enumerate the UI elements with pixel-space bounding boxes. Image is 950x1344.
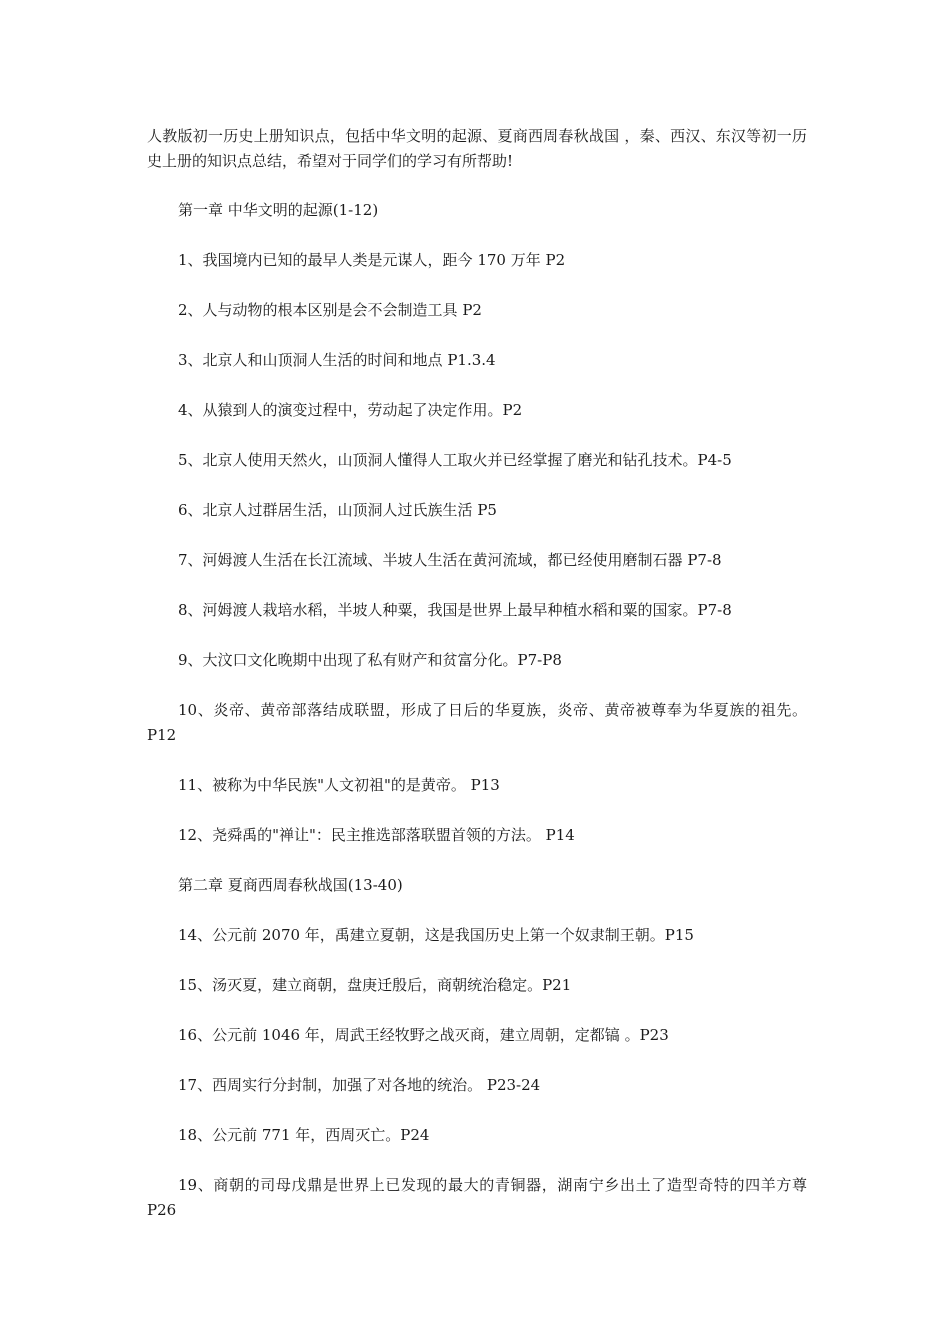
list-item: 5、北京人使用天然火，山顶洞人懂得人工取火并已经掌握了磨光和钻孔技术。P4-5 — [178, 451, 732, 469]
list-item: 4、从猿到人的演变过程中，劳动起了决定作用。P2 — [178, 401, 523, 419]
list-item: 2、人与动物的根本区别是会不会制造工具 P2 — [178, 301, 482, 319]
list-item: 7、河姆渡人生活在长江流域、半坡人生活在黄河流域，都已经使用磨制石器 P7-8 — [178, 551, 722, 569]
list-item: 19、商朝的司母戊鼎是世界上已发现的最大的青铜器，湖南宁乡出土了造型奇特的四羊方尊 P26 — [147, 1176, 807, 1219]
list-item: 12、尧舜禹的"禅让"：民主推选部落联盟首领的方法。 P14 — [178, 826, 575, 844]
list-item: 15、汤灭夏，建立商朝，盘庚迁殷后，商朝统治稳定。P21 — [178, 976, 572, 994]
list-item: 16、公元前 1046 年，周武王经牧野之战灭商，建立周朝，定都镐 。P23 — [178, 1026, 669, 1044]
document-body — [147, 124, 807, 1248]
list-item: 18、公元前 771 年，西周灭亡。P24 — [178, 1126, 430, 1144]
list-item: 10、炎帝、黄帝部落结成联盟，形成了日后的华夏族，炎帝、黄帝被尊奉为华夏族的祖先。P12 — [147, 701, 807, 744]
list-item: 14、公元前 2070 年，禹建立夏朝，这是我国历史上第一个奴隶制王朝。P15 — [178, 926, 694, 944]
chapter-1-heading: 第一章 中华文明的起源(1-12) — [178, 201, 379, 219]
list-item: 9、大汶口文化晚期中出现了私有财产和贫富分化。P7-P8 — [178, 651, 562, 669]
list-item: 17、西周实行分封制，加强了对各地的统治。 P23-24 — [178, 1076, 541, 1094]
list-item: 11、被称为中华民族"人文初祖"的是黄帝。 P13 — [178, 776, 500, 794]
intro-paragraph: 人教版初一历史上册知识点，包括中华文明的起源、夏商西周春秋战国 ，秦、西汉、东汉等初一历史上册的知识点总结，希望对于同学们的学习有所帮助! — [147, 127, 807, 170]
list-item: 1、我国境内已知的最早人类是元谋人，距今 170 万年 P2 — [178, 251, 566, 269]
list-item: 6、北京人过群居生活，山顶洞人过氏族生活 P5 — [178, 501, 497, 519]
list-item: 8、河姆渡人栽培水稻，半坡人种粟，我国是世界上最早种植水稻和粟的国家。P7-8 — [178, 601, 732, 619]
chapter-2-heading: 第二章 夏商西周春秋战国(13-40) — [178, 876, 403, 894]
list-item: 3、北京人和山顶洞人生活的时间和地点 P1.3.4 — [178, 351, 496, 369]
